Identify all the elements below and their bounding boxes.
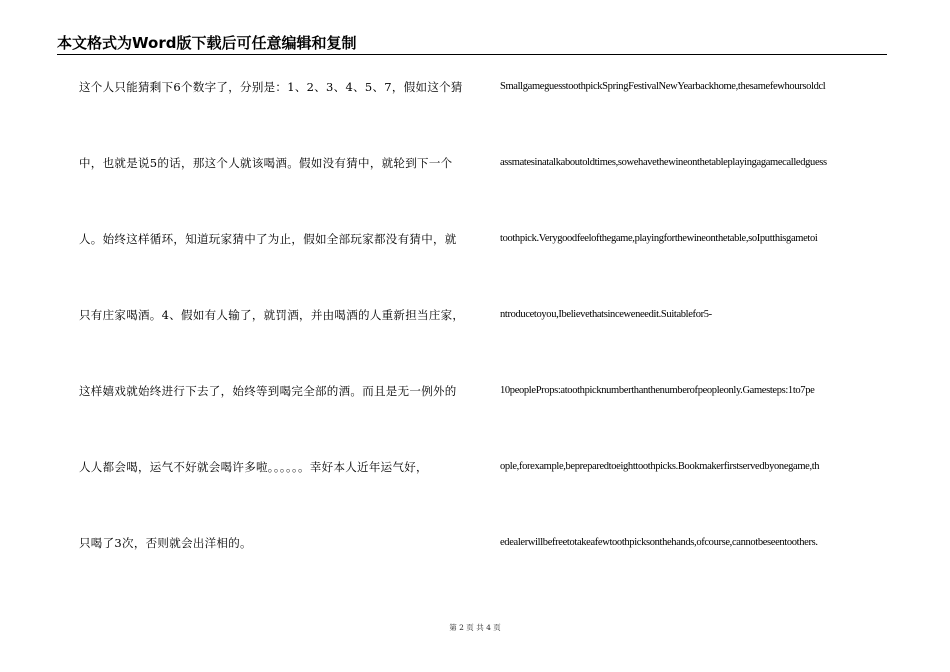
- left-text-line: 中，也就是说5的话，那这个人就该喝酒。假如没有猜中，就轮到下一个: [79, 156, 453, 170]
- right-text-column: [500, 79, 890, 611]
- document-header-title: 本文格式为Word版下载后可任意编辑和复制: [57, 34, 357, 52]
- left-text-line: 人人都会喝，运气不好就会喝许多啦。。。。。。幸好本人近年运气好，: [79, 460, 428, 474]
- left-text-line: 这个人只能猜剩下6个数字了，分别是：1、2、3、4、5、7，假如这个猜: [79, 80, 463, 94]
- right-text-line: 10peopleProps:atoothpicknumberthanthenumberofpeopleonly.Gamesteps:1to7pe: [500, 385, 815, 396]
- left-text-line: 这样嬉戏就始终进行下去了，始终等到喝完全部的酒。而且是无一例外的: [79, 384, 457, 398]
- left-text-line: 只有庄家喝酒。4、假如有人输了，就罚酒，并由喝酒的人重新担当庄家，: [79, 308, 465, 322]
- page-header: [57, 34, 887, 55]
- right-text-line: toothpick.Verygoodfeelofthegame,playingforthewineonthetable,soIputthisgametoi: [500, 233, 818, 244]
- right-text-line: SmallgameguesstoothpickSpringFestivalNewYearbackhome,thesamefewhoursoldcl: [500, 81, 826, 92]
- right-text-line: ople,forexample,bepreparedtoeighttoothpicks.Bookmakerfirstservedbyonegame,th: [500, 461, 820, 472]
- page-number-footer: 第 2 页 共 4 页: [449, 623, 501, 632]
- left-text-line: 人。始终这样循环，知道玩家猜中了为止，假如全部玩家都没有猜中，就: [79, 232, 457, 246]
- right-text-line: edealerwillbefreetotakeafewtoothpicksonthehands,ofcourse,cannotbeseentoothers.: [500, 537, 818, 548]
- left-text-column: [79, 79, 479, 611]
- right-text-line: ntroducetoyou,Ibelievethatsinceweneedit.Suitablefor5-: [500, 309, 712, 320]
- left-text-line: 只喝了3次，否则就会出洋相的。: [79, 536, 252, 550]
- right-text-line: assmatesinatalkaboutoldtimes,sowehavethewineonthetableplayingagamecalledguess: [500, 157, 827, 168]
